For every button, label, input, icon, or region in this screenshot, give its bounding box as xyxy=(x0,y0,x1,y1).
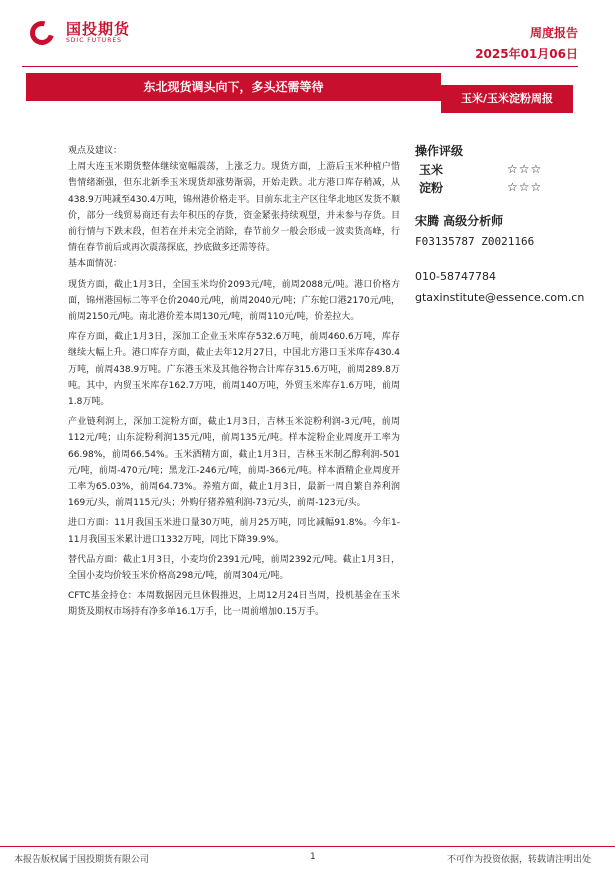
logo-mark-icon xyxy=(26,20,62,46)
report-body xyxy=(68,143,400,621)
rating-row-corn xyxy=(415,160,605,178)
analyst-email[interactable]: gtaxinstitute@essence.com.cn xyxy=(415,291,585,304)
fundamentals-heading: 基本面情况： xyxy=(68,259,123,270)
doc-date: 2025年01月06日 xyxy=(475,47,578,61)
logo-en: SDIC FUTURES xyxy=(66,37,122,44)
footer-divider xyxy=(0,846,615,847)
footer-copyright: 本报告版权属于国投期货有限公司 xyxy=(14,855,150,865)
report-title-banner: 东北现货调头向下，多头还需等待 xyxy=(26,73,441,101)
spot-paragraph: 现货方面，截止1月3日，全国玉米均价2093元/吨，前周2088元/吨。港口价格方面，锦州港国标二等平仓价2040元/吨，前周2040元/吨；广东蛇口港2170元/吨，前周2150元/吨。南北港价差本周130元/吨，前周110元/吨，价差拉大。 xyxy=(68,279,400,323)
profit-paragraph: 产业链利润上，深加工淀粉方面，截止1月3日，吉林玉米淀粉利润-3元/吨，前周112元/吨；山东淀粉利润135元/吨，前周135元/吨。样本淀粉企业周度开工率为66.98%，前周66.54%。玉米酒精方面，截止1月3日，吉林玉米制乙醇利润-501元/吨，前周-470元/吨；黑龙江-246元/吨，前周-366元/吨。样本酒精企业周度开工率为65.03%，前周64.73%。养殖方面，截止1月3日，最新一周自繁自养利润169元/头，前周115元/头；外购仔猪养殖利润-73元/头，前周-123元/头。 xyxy=(68,417,400,509)
header-divider xyxy=(22,66,578,67)
viewpoint-heading: 观点及建议： xyxy=(68,146,123,156)
analyst-name: 宋腾 高级分析师 xyxy=(415,214,504,228)
logo-cn: 国投期货 xyxy=(66,20,131,38)
substitute-paragraph: 替代品方面：截止1月3日，小麦均价2391元/吨，前周2392元/吨。截止1月3日，全国小麦均价较玉米价格高298元/吨，前周304元/吨。 xyxy=(68,554,400,582)
logo-text xyxy=(66,21,130,45)
rating-title: 操作评级 xyxy=(415,144,464,158)
viewpoint-text: 上周大连玉米期货整体继续宽幅震荡，上涨乏力。现货方面，上游后玉米种植户惜售情绪渐强，但东北新季玉米现货却涨势渐弱，开始走跌。北方港口库存稍减，从438.9万吨减至430.4万吨，锦州港价格走平。目前东北主产区往华北地区发货不顺价，部分一线贸易商还有去年积压的存货，资金紧张持续观望，并未参与存货。目前行情与下跌末段，但若在并未完全消除，春节前夕一般会形成一波卖货高峰，行情在春节前后或再次震荡探底，抄底做多还需等待。 xyxy=(68,162,400,254)
cftc-paragraph: CFTC基金持仓：本周数据因元旦休假推迟，上周12月24日当周，投机基金在玉米期货及期权市场持有净多单16.1万手，比一周前增加0.15万手。 xyxy=(68,591,400,618)
import-paragraph: 进口方面：11月我国玉米进口量30万吨，前月25万吨，同比减幅91.8%。今年1-11月我国玉米累计进口1332万吨，同比下降39.9%。 xyxy=(68,518,400,545)
analyst-license-ids: F03135787 Z0021166 xyxy=(415,235,535,248)
analyst-phone: 010-58747784 xyxy=(415,270,496,283)
rating-name: 淀粉 xyxy=(419,180,444,195)
rating-name: 玉米 xyxy=(419,162,444,177)
report-series-tag: 玉米/玉米淀粉周报 xyxy=(441,85,573,113)
rating-row-starch xyxy=(415,178,605,196)
star-rating-icon: ☆☆☆ xyxy=(507,180,543,194)
page-number: 1 xyxy=(310,852,316,862)
star-rating-icon: ☆☆☆ xyxy=(507,162,543,176)
sidebar xyxy=(415,142,605,304)
company-logo xyxy=(26,20,130,46)
doc-type: 周度报告 xyxy=(529,26,578,40)
inventory-paragraph: 库存方面，截止1月3日，深加工企业玉米库存532.6万吨，前周460.6万吨，库存继续大幅上升。港口库存方面，截止去年12月27日，中国北方港口玉米库存430.4万吨，前周438.9万吨。广东港玉米及其他谷物合计库存315.6万吨，前周289.8万吨。其中，内贸玉米库存162.7万吨，前周140万吨，外贸玉米库存1.6万吨，前周1.8万吨。 xyxy=(68,332,400,408)
footer-disclaimer: 不可作为投资依据，转载请注明出处 xyxy=(446,855,591,865)
